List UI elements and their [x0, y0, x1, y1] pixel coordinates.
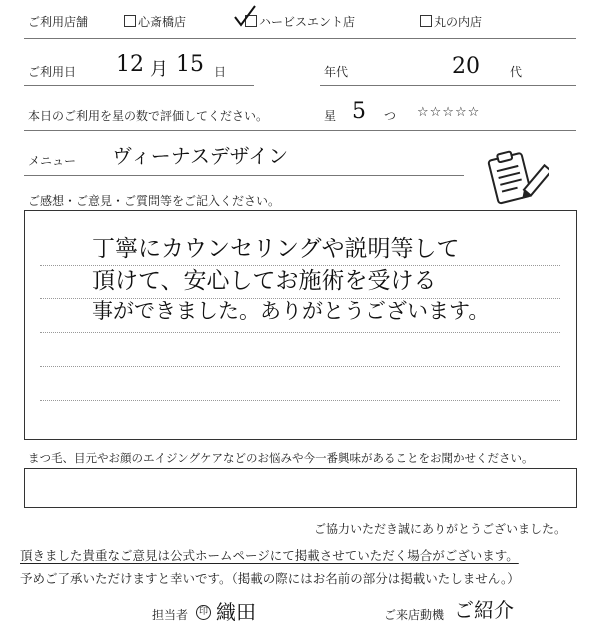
store-option-herbis[interactable]: ハービスエント店 [245, 13, 355, 30]
checkmark-icon [232, 4, 258, 30]
day-value[interactable]: 15 [176, 52, 204, 77]
month-unit: 月 [150, 59, 168, 80]
age-unit: 代 [510, 65, 523, 79]
store-label: ご利用店舗 [28, 15, 89, 29]
comment-text-line-3: 事ができました。ありがとうございます。 [92, 299, 490, 323]
comment-text-line-2: 頂けて、安心してお施術を受ける [92, 268, 437, 294]
menu-label: メニュー [28, 154, 77, 168]
seal-stamp-icon: 印 [196, 605, 211, 620]
star-rating-icons[interactable]: ☆☆☆☆☆ [417, 105, 481, 120]
month-value[interactable]: 12 [116, 52, 144, 77]
checkbox-icon[interactable] [124, 15, 136, 27]
checkbox-icon[interactable] [420, 15, 432, 27]
star-count-value[interactable]: 5 [352, 99, 366, 124]
age-value[interactable]: 20 [452, 54, 480, 79]
divider [24, 38, 576, 39]
divider [24, 130, 576, 131]
notice-line-1: 頂きました貴重なご意見は公式ホームページにて掲載させていただく場合がございます。 [20, 548, 519, 563]
comment-line [40, 332, 560, 333]
menu-value[interactable]: ヴィーナスデザイン [112, 144, 289, 168]
concerns-box[interactable] [24, 468, 577, 508]
visit-reason-value[interactable]: ご紹介 [454, 598, 514, 622]
thanks-text: ご協力いただき誠にありがとうございました。 [313, 522, 566, 536]
star-unit: つ [384, 109, 397, 123]
staff-name[interactable]: 織田 [216, 600, 256, 624]
date-label: ご利用日 [28, 65, 77, 79]
star-label: 星 [324, 109, 337, 123]
staff-label: 担当者 [152, 608, 189, 622]
divider [320, 85, 576, 86]
store-option-marunouchi[interactable]: 丸の内店 [420, 13, 482, 30]
comment-line [40, 400, 560, 401]
divider [24, 85, 254, 86]
comment-line [40, 366, 560, 367]
day-unit: 日 [214, 65, 227, 79]
store-option-shinsaibashi[interactable]: 心斎橋店 [124, 13, 186, 30]
clipboard-pencil-icon [485, 150, 549, 206]
comments-prompt: ご感想・ご意見・ご質問等をご記入ください。 [28, 194, 281, 208]
concerns-prompt: まつ毛、目元やお顔のエイジングケアなどのお悩みや今一番興味があることをお聞かせください。 [28, 451, 534, 465]
visit-reason-label: ご来店動機 [384, 608, 445, 622]
rating-prompt: 本日のご利用を星の数で評価してください。 [28, 109, 269, 123]
comment-text-line-1: 丁寧にカウンセリングや説明等して [92, 236, 460, 262]
divider [24, 175, 464, 176]
notice-line-2: 予めご了承いただけますと幸いです。（掲載の際にはお名前の部分は掲載いたしません。） [20, 571, 520, 586]
age-label: 年代 [324, 65, 349, 79]
